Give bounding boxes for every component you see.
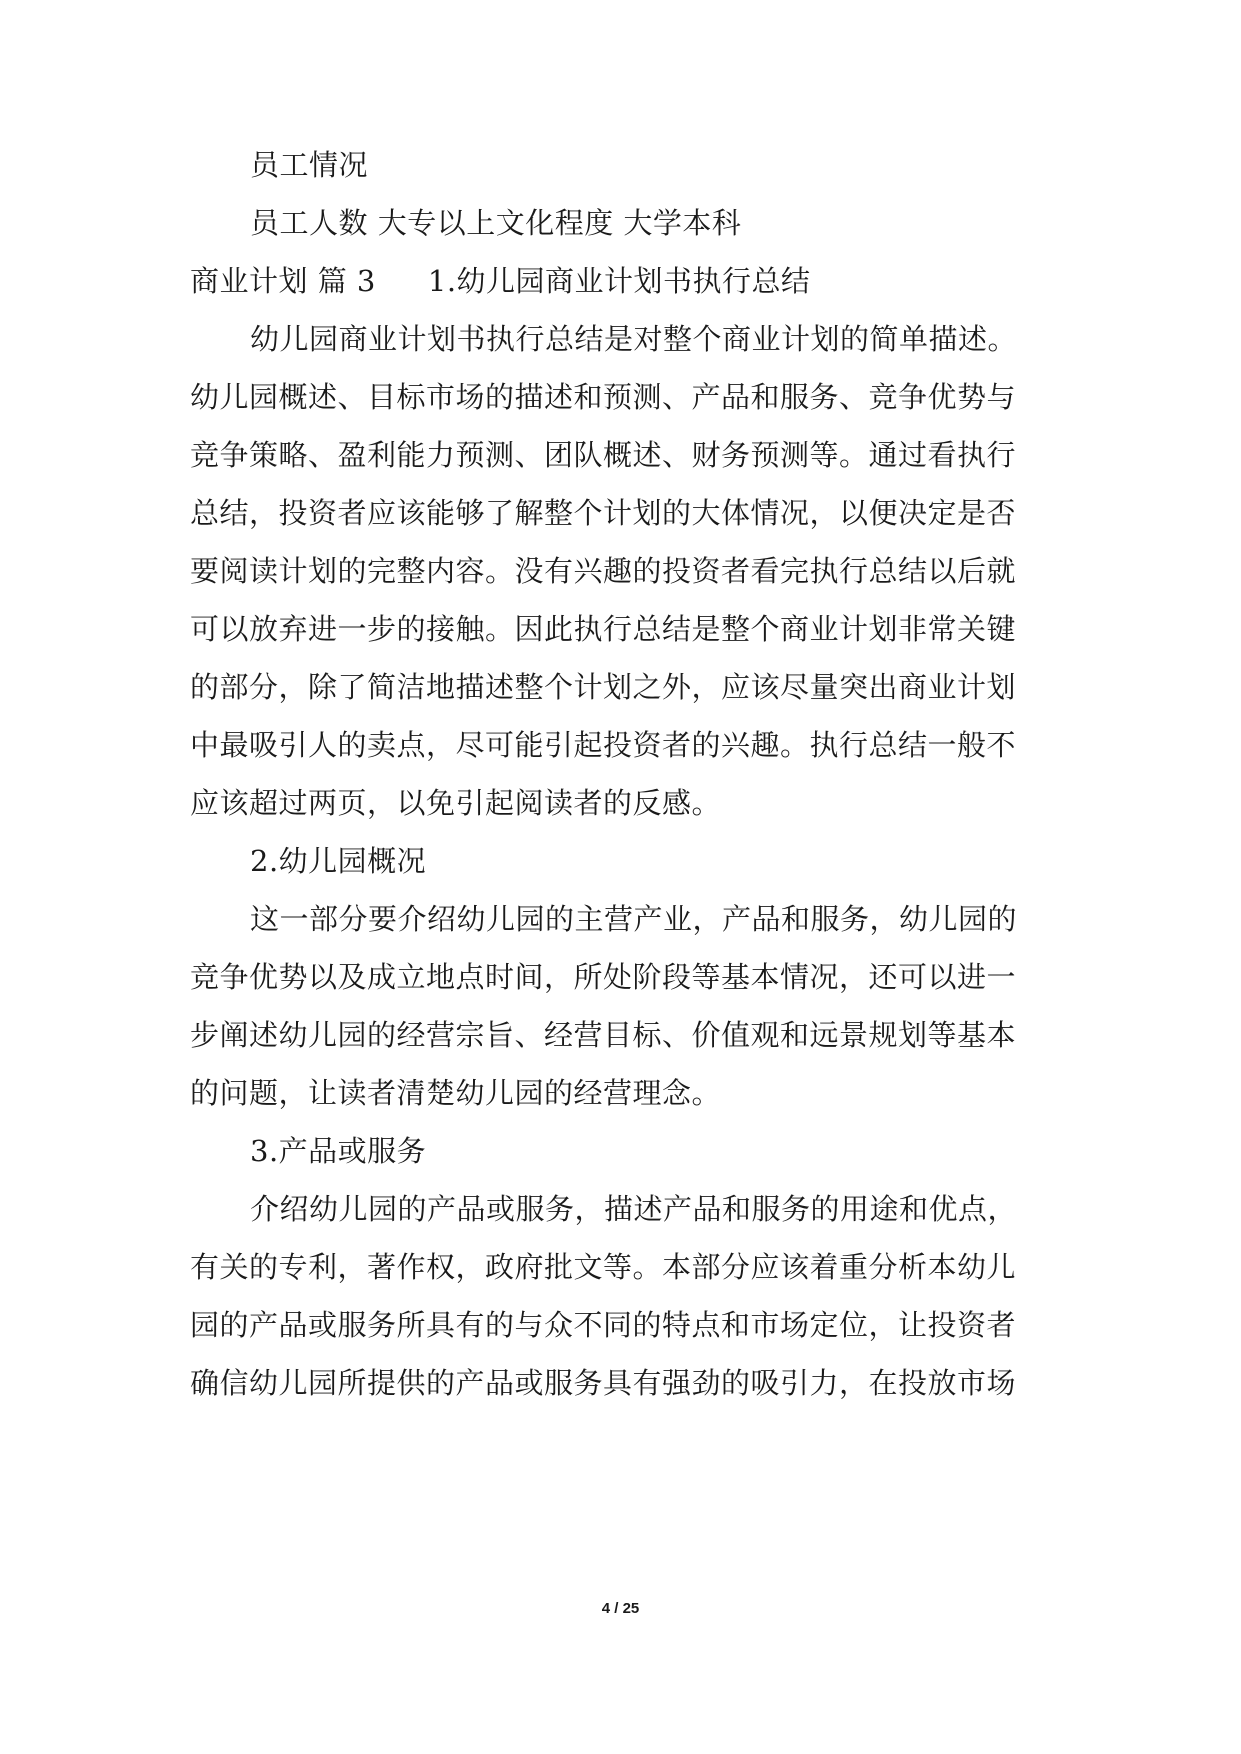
paragraph-line: 员工人数 大专以上文化程度 大学本科 — [250, 206, 742, 240]
paragraph-line: 幼儿园概述、目标市场的描述和预测、产品和服务、竞争优势与 — [190, 380, 1017, 414]
paragraph-line: 可以放弃进一步的接触。因此执行总结是整个商业计划非常关键 — [190, 612, 1017, 646]
subsection-heading: 2.幼儿园概况 — [250, 844, 427, 878]
paragraph-line: 总结，投资者应该能够了解整个计划的大体情况，以便决定是否 — [190, 496, 1017, 530]
paragraph-line: 的部分，除了简洁地描述整个计划之外，应该尽量突出商业计划 — [190, 670, 1017, 704]
paragraph-line: 竞争优势以及成立地点时间，所处阶段等基本情况，还可以进一 — [190, 960, 1017, 994]
subsection-heading: 3.产品或服务 — [250, 1134, 427, 1168]
paragraph-line: 步阐述幼儿园的经营宗旨、经营目标、价值观和远景规划等基本 — [190, 1018, 1017, 1052]
paragraph-line: 要阅读计划的完整内容。没有兴趣的投资者看完执行总结以后就 — [190, 554, 1017, 588]
page-number: 4 / 25 — [601, 1600, 640, 1617]
paragraph-line: 介绍幼儿园的产品或服务，描述产品和服务的用途和优点， — [250, 1192, 1018, 1226]
paragraph-line: 员工情况 — [250, 148, 369, 182]
paragraph-line: 幼儿园商业计划书执行总结是对整个商业计划的简单描述。 — [250, 322, 1018, 356]
paragraph-line: 园的产品或服务所具有的与众不同的特点和市场定位，让投资者 — [190, 1308, 1017, 1342]
section-part-label: 商业计划 篇 3 — [190, 264, 376, 298]
paragraph-line: 有关的专利，著作权，政府批文等。本部分应该着重分析本幼儿 — [190, 1250, 1017, 1284]
paragraph-line: 中最吸引人的卖点，尽可能引起投资者的兴趣。执行总结一般不 — [190, 728, 1017, 762]
paragraph-line: 确信幼儿园所提供的产品或服务具有强劲的吸引力，在投放市场 — [190, 1366, 1017, 1400]
paragraph-line: 竞争策略、盈利能力预测、团队概述、财务预测等。通过看执行 — [190, 438, 1017, 472]
paragraph-line: 这一部分要介绍幼儿园的主营产业，产品和服务，幼儿园的 — [250, 902, 1018, 936]
section-heading — [190, 261, 811, 301]
paragraph-line: 的问题，让读者清楚幼儿园的经营理念。 — [190, 1076, 722, 1110]
paragraph-line: 应该超过两页，以免引起阅读者的反感。 — [190, 786, 722, 820]
section-title: 1.幼儿园商业计划书执行总结 — [427, 264, 811, 298]
